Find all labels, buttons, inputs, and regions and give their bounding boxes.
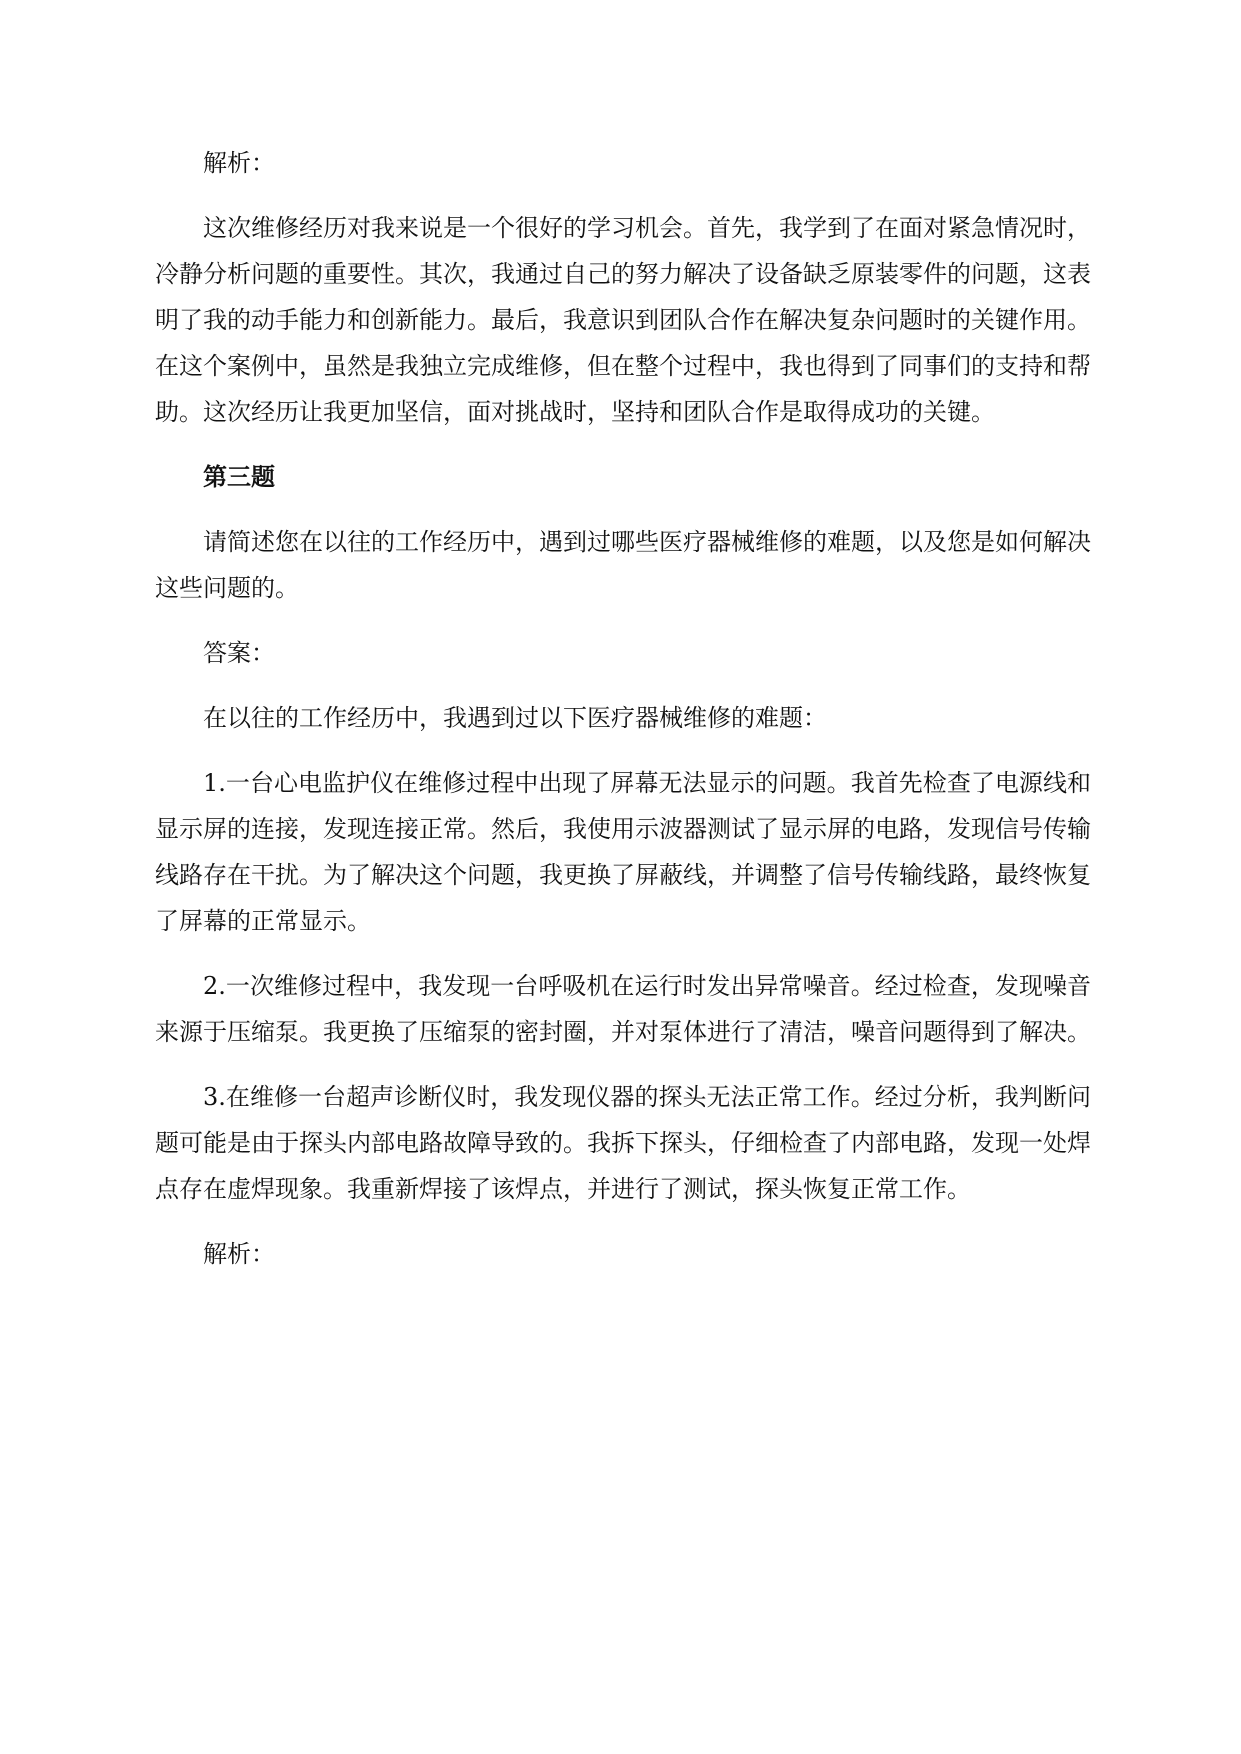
- analysis-paragraph-1: 这次维修经历对我来说是一个很好的学习机会。首先，我学到了在面对紧急情况时，冷静分析问题的重要性。其次，我通过自己的努力解决了设备缺乏原装零件的问题，这表明了我的动手能力和创新能力。最后，我意识到团队合作在解决复杂问题时的关键作用。在这个案例中，虽然是我独立完成维修，但在整个过程中，我也得到了同事们的支持和帮助。这次经历让我更加坚信，面对挑战时，坚持和团队合作是取得成功的关键。: [155, 214, 1091, 426]
- question-3-prompt: 请简述您在以往的工作经历中，遇到过哪些医疗器械维修的难题，以及您是如何解决这些问题的。: [155, 528, 1091, 602]
- answer-item-2: 2.一次维修过程中，我发现一台呼吸机在运行时发出异常噪音。经过检查，发现噪音来源于压缩泵。我更换了压缩泵的密封圈，并对泵体进行了清洁，噪音问题得到了解决。: [155, 972, 1091, 1046]
- document-body: [155, 140, 1091, 1277]
- analysis-label-1: 解析：: [203, 149, 275, 177]
- analysis-label-2: 解析：: [203, 1240, 275, 1268]
- question-3-heading: 第三题: [203, 462, 275, 491]
- answer-intro: 在以往的工作经历中，我遇到过以下医疗器械维修的难题：: [203, 704, 827, 732]
- answer-item-1: 1.一台心电监护仪在维修过程中出现了屏幕无法显示的问题。我首先检查了电源线和显示屏的连接，发现连接正常。然后，我使用示波器测试了显示屏的电路，发现信号传输线路存在干扰。为了解决这个问题，我更换了屏蔽线，并调整了信号传输线路，最终恢复了屏幕的正常显示。: [155, 769, 1091, 935]
- answer-item-3: 3.在维修一台超声诊断仪时，我发现仪器的探头无法正常工作。经过分析，我判断问题可能是由于探头内部电路故障导致的。我拆下探头，仔细检查了内部电路，发现一处焊点存在虚焊现象。我重新焊接了该焊点，并进行了测试，探头恢复正常工作。: [155, 1083, 1091, 1203]
- answer-label: 答案：: [203, 639, 275, 667]
